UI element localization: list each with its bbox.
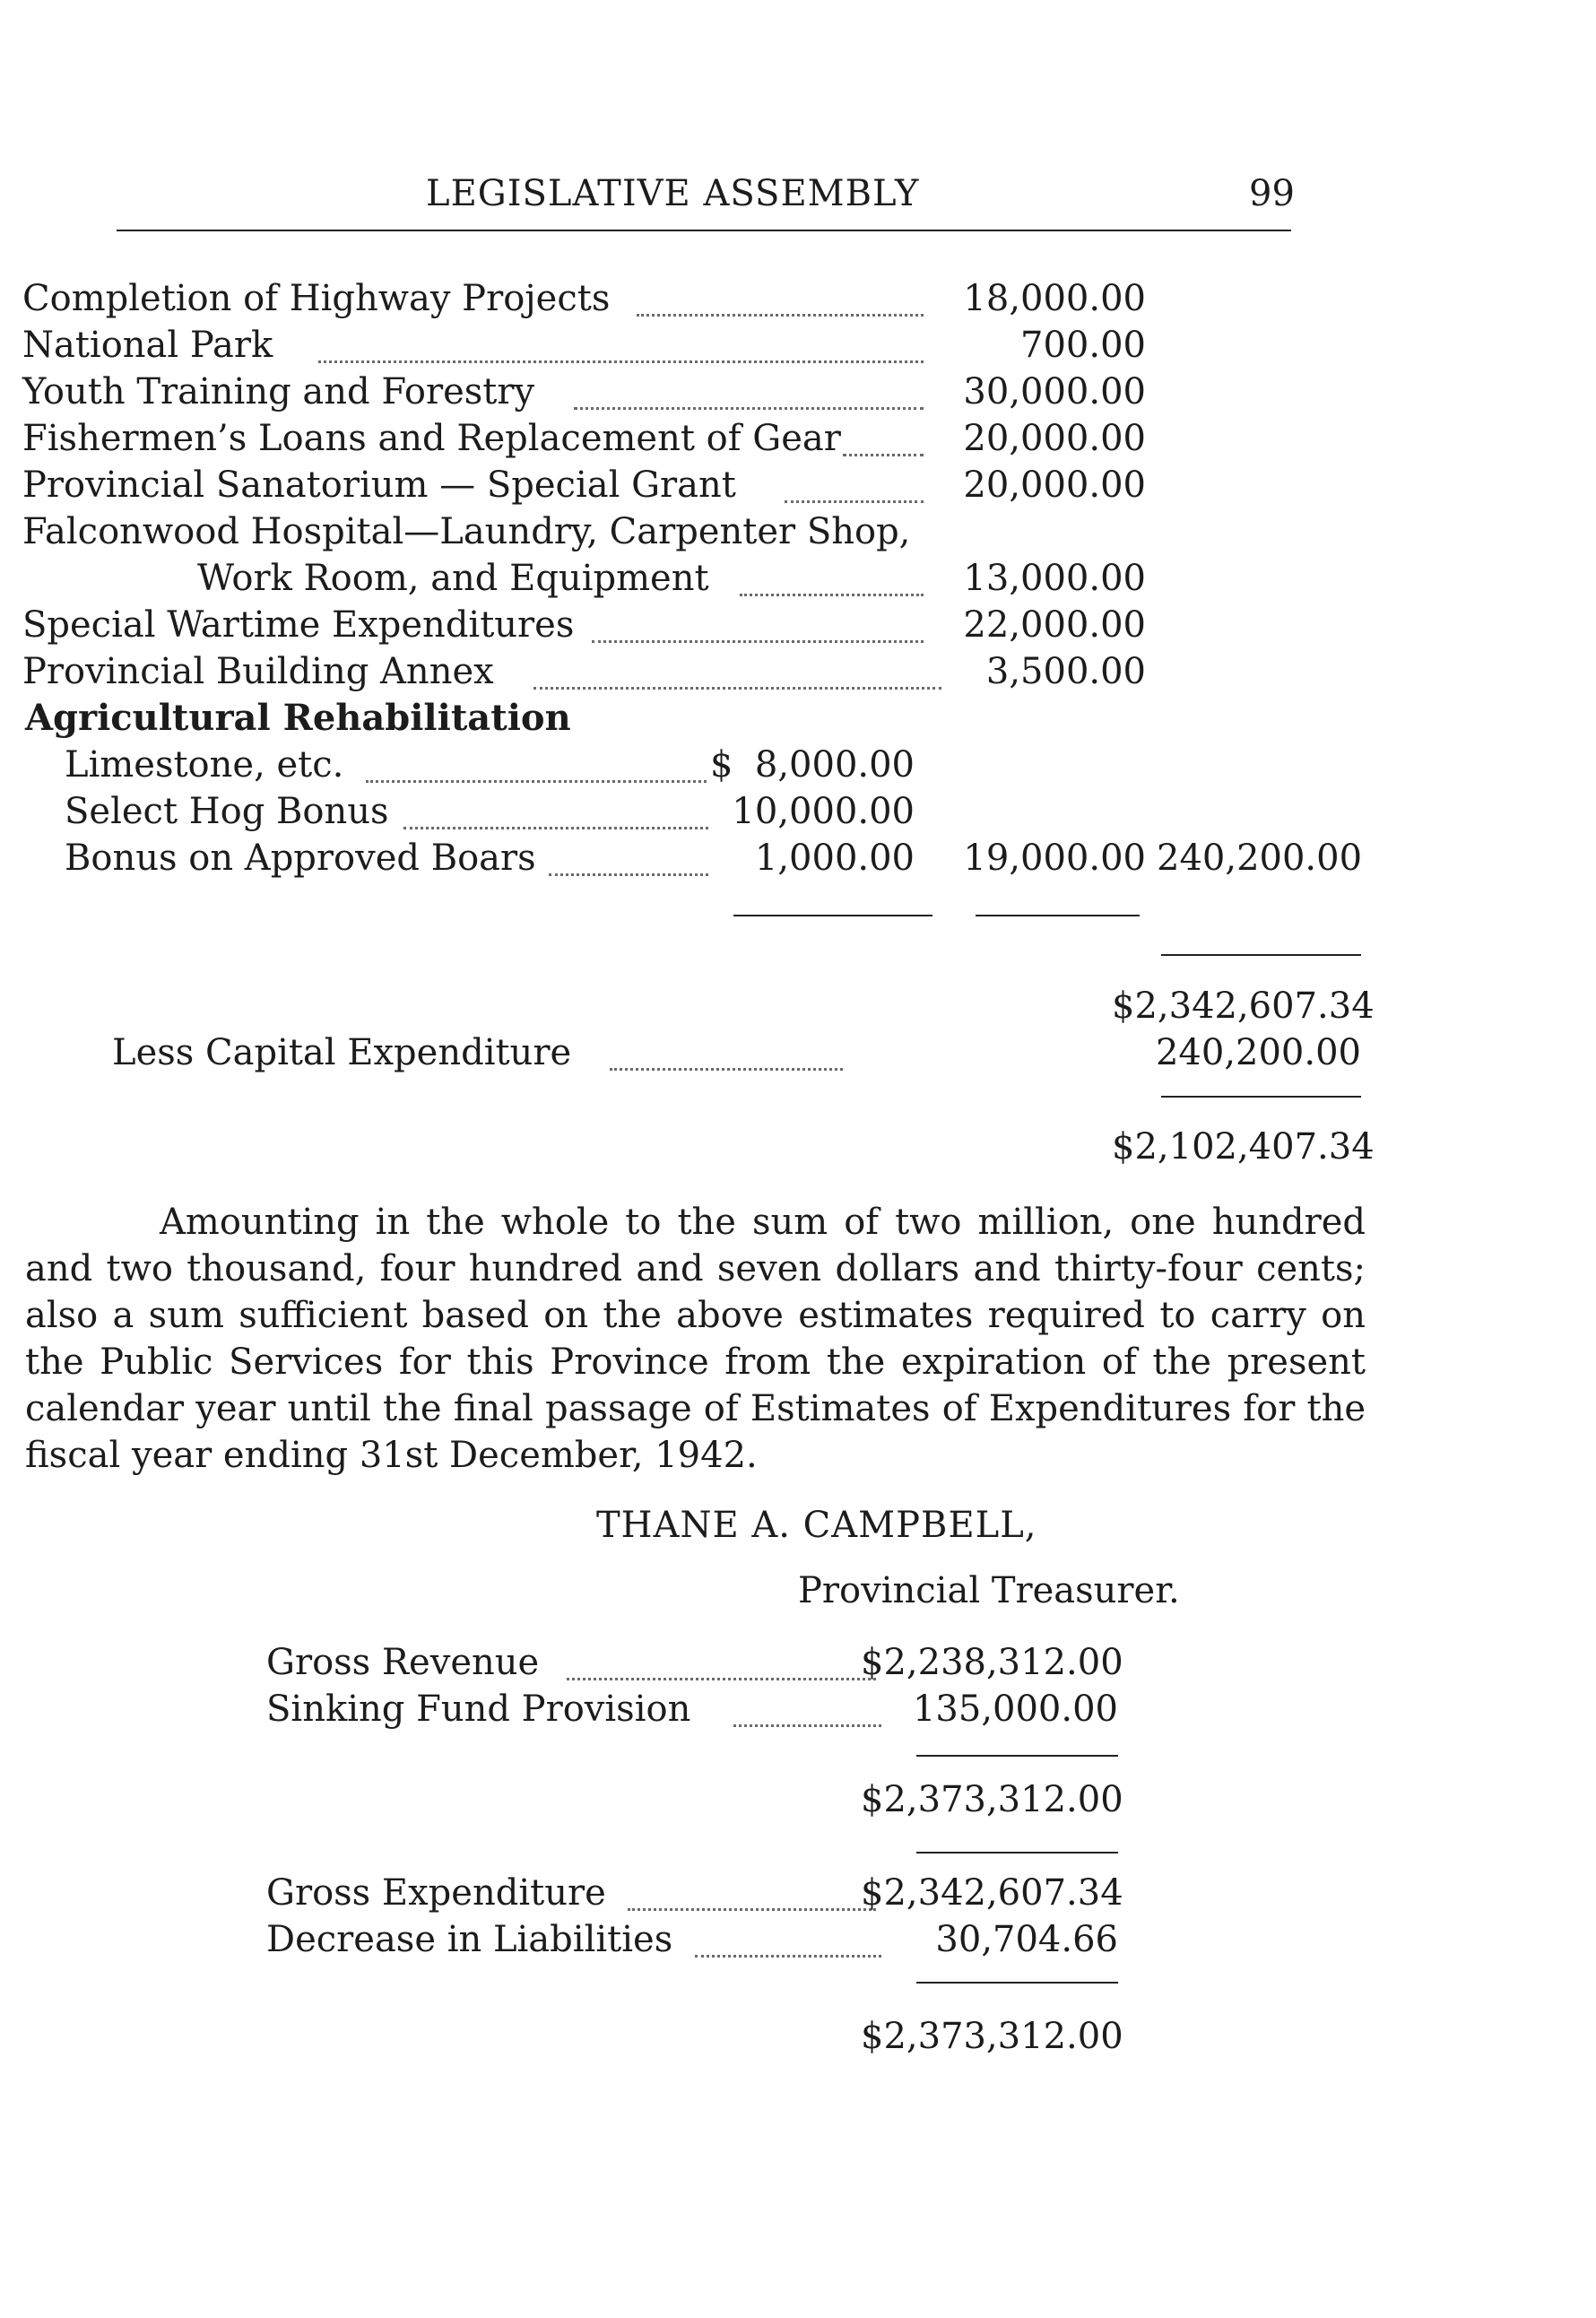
item-amount: 22,000.00 xyxy=(963,604,1146,646)
item-label: Provincial Sanatorium — Special Grant xyxy=(22,464,736,506)
item-amount: 30,000.00 xyxy=(963,371,1146,412)
balance-total: $2,373,312.00 xyxy=(861,1779,1123,1820)
net-total: $2,102,407.34 xyxy=(1112,1126,1375,1168)
leader-dots xyxy=(574,407,924,410)
leader-dots xyxy=(403,827,708,829)
column-rule xyxy=(1161,954,1361,956)
item-amount: 20,000.00 xyxy=(963,418,1146,459)
leader-dots xyxy=(533,687,941,690)
item-label: National Park xyxy=(22,325,273,366)
agri-item-amount: 1,000.00 xyxy=(754,838,915,879)
page-number: 99 xyxy=(1249,173,1295,214)
leader-dots xyxy=(366,780,707,783)
column-rule xyxy=(976,915,1140,916)
less-capital-label: Less Capital Expenditure xyxy=(112,1032,572,1073)
leader-dots xyxy=(740,594,924,596)
item-amount: 3,500.00 xyxy=(985,651,1146,692)
item-label: Provincial Building Annex xyxy=(22,651,494,692)
balance-amount: 30,704.66 xyxy=(935,1919,1118,1960)
leader-dots xyxy=(785,500,924,503)
gross-expenditure-total: $2,342,607.34 xyxy=(1112,985,1375,1027)
leader-dots xyxy=(843,454,924,456)
agri-item-label: Select Hog Bonus xyxy=(65,791,389,832)
leader-dots xyxy=(610,1068,843,1071)
agri-item-amount: 10,000.00 xyxy=(732,791,915,832)
leader-dots xyxy=(637,314,924,317)
signature-name: THANE A. CAMPBELL, xyxy=(596,1505,1037,1546)
balance-amount: $2,342,607.34 xyxy=(861,1872,1123,1914)
leader-dots xyxy=(549,873,708,876)
leader-dots xyxy=(318,360,924,363)
item-amount: 18,000.00 xyxy=(963,278,1146,319)
body-paragraph: Amounting in the whole to the sum of two million, one hundred and two thousand, four hundred and seven dollars and thirty-four cents; also a sum sufficient based on the above estimates required to carry on the Public Services for this Province from the expiration of the present calendar year until the final passage of Estimates of Expenditures for the fiscal year ending 31st December, 1942. xyxy=(25,1202,1366,1476)
agri-item-amount: 8,000.00 xyxy=(754,744,915,786)
capital-total: 240,200.00 xyxy=(1157,838,1363,879)
section-heading: Agricultural Rehabilitation xyxy=(25,697,571,739)
page-header-title: LEGISLATIVE ASSEMBLY xyxy=(426,173,920,214)
item-label: Falconwood Hospital—Laundry, Carpenter Shop, xyxy=(22,511,911,552)
currency-sign: $ xyxy=(710,744,733,786)
item-label-continuation: Work Room, and Equipment xyxy=(197,558,709,599)
balance-amount: 135,000.00 xyxy=(912,1689,1118,1730)
balance-rule xyxy=(916,1982,1118,1984)
leader-dots xyxy=(733,1724,881,1727)
less-capital-amount: 240,200.00 xyxy=(1155,1032,1361,1073)
balance-label: Gross Expenditure xyxy=(266,1872,606,1914)
balance-label: Sinking Fund Provision xyxy=(266,1689,691,1730)
balance-rule xyxy=(916,1852,1118,1854)
signature-title: Provincial Treasurer. xyxy=(798,1570,1180,1611)
leader-dots xyxy=(592,640,924,643)
column-rule xyxy=(733,915,932,916)
leader-dots xyxy=(567,1678,876,1680)
item-label: Special Wartime Expenditures xyxy=(22,604,575,646)
balance-label: Gross Revenue xyxy=(266,1642,540,1683)
header-rule xyxy=(117,230,1291,231)
balance-amount: $2,238,312.00 xyxy=(861,1642,1123,1683)
item-label: Youth Training and Forestry xyxy=(22,371,535,412)
agri-item-label: Limestone, etc. xyxy=(65,744,344,786)
item-label: Completion of Highway Projects xyxy=(22,278,611,319)
agri-subtotal: 19,000.00 xyxy=(963,838,1146,879)
leader-dots xyxy=(695,1955,881,1958)
balance-rule xyxy=(916,1755,1118,1757)
balance-total: $2,373,312.00 xyxy=(861,2016,1123,2057)
item-amount: 700.00 xyxy=(1020,325,1146,366)
item-amount: 13,000.00 xyxy=(963,558,1146,599)
summary-rule xyxy=(1161,1096,1361,1098)
leader-dots xyxy=(628,1908,876,1911)
agri-item-label: Bonus on Approved Boars xyxy=(65,838,536,879)
item-label: Fishermen’s Loans and Replacement of Gear xyxy=(22,418,841,459)
item-amount: 20,000.00 xyxy=(963,464,1146,506)
balance-label: Decrease in Liabilities xyxy=(266,1919,673,1960)
